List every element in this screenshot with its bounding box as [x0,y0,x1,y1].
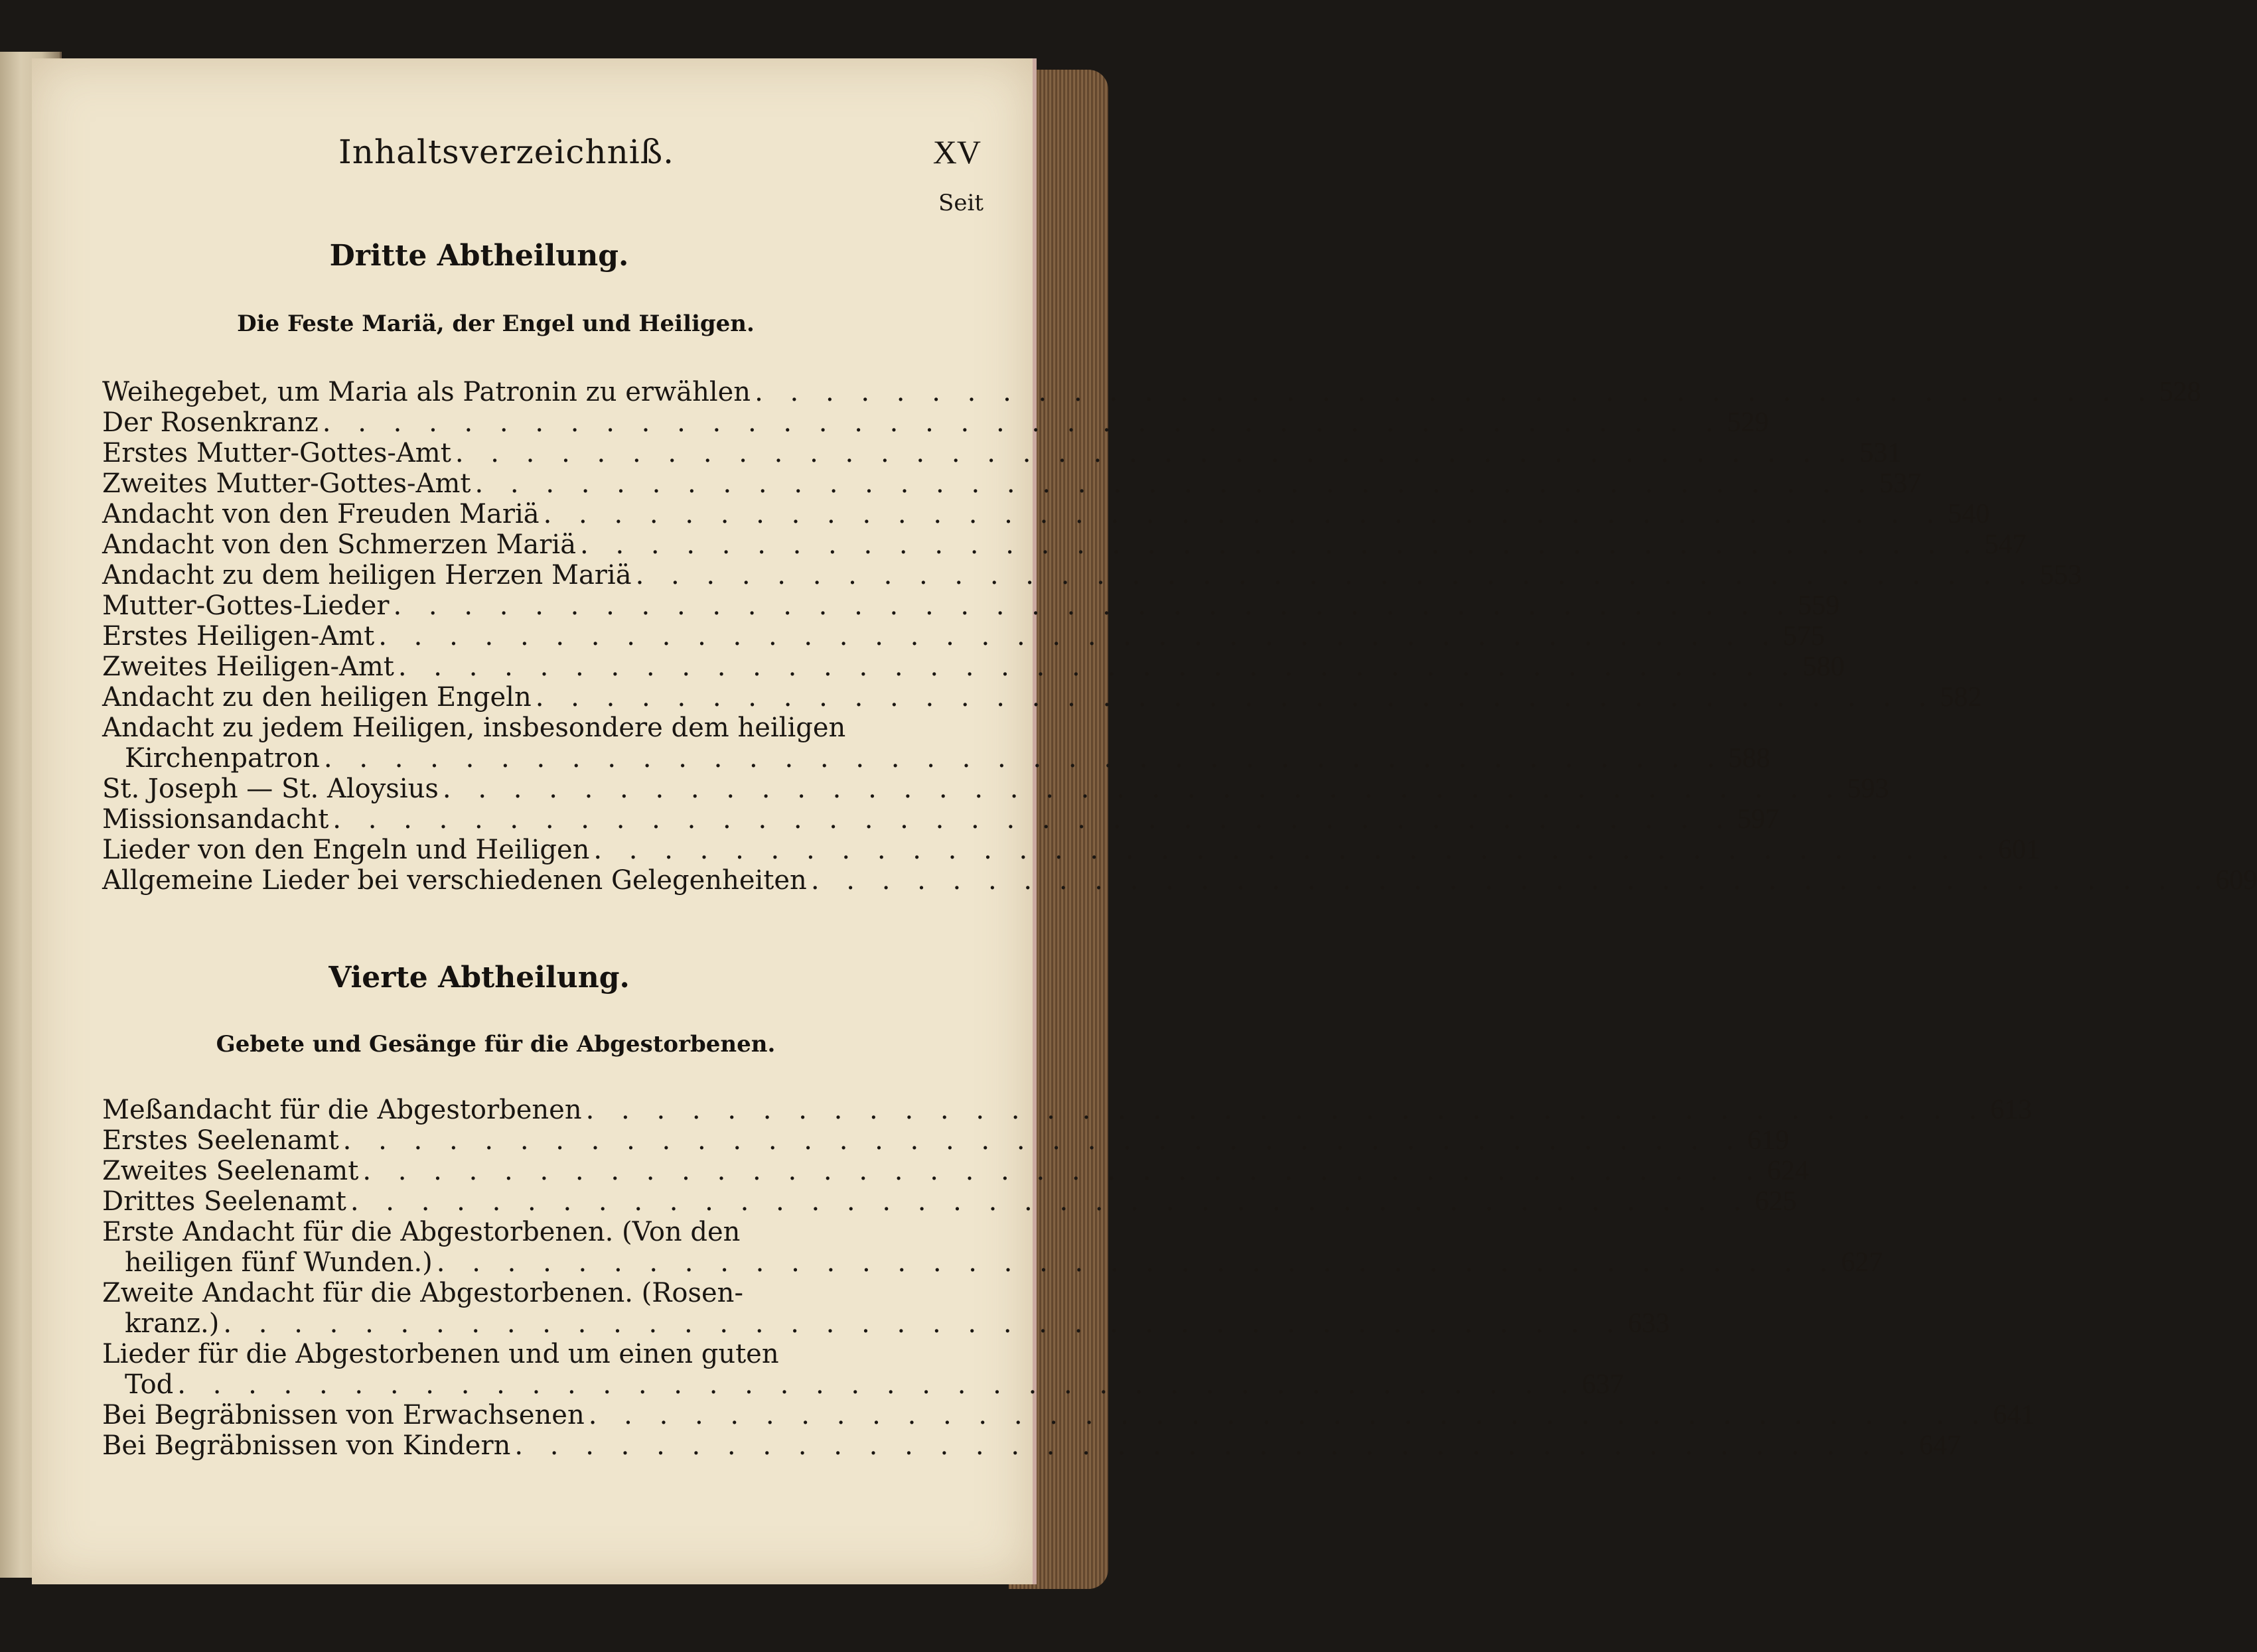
section-subtitle-3: Die Feste Mariä, der Engel und Heiligen. [237,310,755,337]
dot-leader: . . . . . . . . . . . . . . . . . . . . . . . . . . . . . . . . . . . . . . . . [455,438,1856,468]
toc-entry-title: Missionsandacht [102,804,329,835]
toc-entry-title: Erste Andacht für die Abgestorbenen. (Von den [102,1217,741,1247]
toc-entry-title: Der Rosenkranz [102,407,319,438]
toc-entry-title: Mutter-Gottes-Lieder [102,590,390,621]
toc-entry [102,1095,2033,1125]
toc-entry-title: Zweite Andacht für die Abgestorbenen. (Rosen- [102,1278,743,1308]
page-header [32,133,1033,179]
dot-leader: . . . . . . . . . . . . . . . . . . . . . . . . . . . . . . . . . . . . . . . . [393,590,1794,621]
dot-leader: . . . . . . . . . . . . . . . . . . . . . . . . . . . . . . . . . . . . . . . . [436,1247,1838,1278]
toc-entry-page: 540 [1948,499,1990,529]
toc-entry-page: 627 [1841,1247,1883,1278]
toc-list-section-3 [102,377,2257,896]
toc-entry-page: 647 [1919,1430,1961,1461]
toc-entry-title: Andacht von den Freuden Mariä [102,499,540,529]
toc-entry-page: 575 [1783,621,1825,652]
toc-entry-page: 582 [1940,682,1982,713]
toc-entry [102,1430,1961,1461]
toc-entry [102,560,2082,590]
toc-entry-title: Zweites Mutter-Gottes-Amt [102,468,471,499]
toc-entry-page: 633 [1627,1308,1670,1339]
dot-leader: . . . . . . . . . . . . . . . . . . . . . . . . . . . . . . . . . . . . . . . . [543,499,1944,529]
dot-leader: . . . . . . . . . . . . . . . . . . . . . . . . . . . . . . . . . . . . . . . . [362,1156,1763,1186]
toc-entry-page: 529 [1727,407,1769,438]
toc-entry-page: 547 [1984,529,2027,560]
toc-entry-page: 593 [1847,774,1889,804]
toc-entry-page: 553 [2040,560,2082,590]
toc-entry [102,804,1779,835]
toc-entry-page: 624 [1767,1156,1809,1186]
toc-entry [102,682,1982,713]
toc-entry-page: 597 [1737,804,1779,835]
toc-entry-page: 531 [1859,438,1902,468]
dot-leader: . . . . . . . . . . . . . . . . . . . . . . . . . . . . . . . . . . . . . . . . [342,1125,1744,1156]
dot-leader: . . . . . . . . . . . . . . . . . . . . . . . . . . . . . . . . . . . . . . . . [474,468,1875,499]
dot-leader: . . . . . . . . . . . . . . . . . . . . . . . . . . . . . . . . . . . . . . . . [585,1095,1987,1125]
toc-entry [102,499,1990,529]
dot-leader: . . . . . . . . . . . . . . . . . . . . . . . . . . . . . . . . . . . . . . . . [593,835,1994,865]
toc-entry-page: 528 [2159,377,2201,407]
dot-leader: . . . . . . . . . . . . . . . . . . . . . . . . . . . . . . . . . . . . . . . . [535,682,1936,713]
toc-entry [102,865,2257,896]
toc-entry-title-continuation: Kirchenpatron [125,743,320,774]
dot-leader: . . . . . . . . . . . . . . . . . . . . . . . . . . . . . . . . . . . . . . . . [398,652,1799,682]
dot-leader: . . . . . . . . . . . . . . . . . . . . . . . . . . . . . . . . . . . . . . . . [378,621,1779,652]
toc-entry-title: Erstes Seelenamt [102,1125,339,1156]
toc-entry-page: 625 [1755,1186,1797,1217]
toc-entry-title: Andacht von den Schmerzen Mariä [102,529,577,560]
toc-entry [102,1217,1883,1278]
toc-entry-title: Zweites Seelenamt [102,1156,359,1186]
page-column-label: Seit [938,190,983,216]
toc-entry-title: Andacht zu den heiligen Engeln [102,682,532,713]
dot-leader: . . . . . . . . . . . . . . . . . . . . . . . . . . . . . . . . . . . . . . . . [635,560,2037,590]
toc-entry [102,835,2040,865]
toc-entry [102,1400,2035,1430]
section-title-4: Vierte Abtheilung. [328,961,630,995]
toc-entry [102,621,1825,652]
running-title: Inhaltsverzeichniß. [338,133,675,171]
dot-leader: . . . . . . . . . . . . . . . . . . . . . . . . . . . . . . . . . . . . . . . . [755,377,2155,407]
section-subtitle-4: Gebete und Gesänge für die Abgestorbenen. [216,1031,776,1058]
toc-entry [102,774,1889,804]
toc-entry [102,1278,1670,1339]
toc-entry-page: 609 [2215,865,2257,896]
toc-entry-title: Bei Begräbnissen von Kindern [102,1430,511,1461]
toc-entry-title: Lieder für die Abgestorbenen und um einen guten [102,1339,779,1369]
toc-entry [102,407,1769,438]
toc-entry [102,1156,1809,1186]
book-page [32,58,2257,1584]
toc-entry [102,377,2201,407]
toc-entry-title: Bei Begräbnissen von Erwachsenen [102,1400,585,1430]
toc-entry-page: 641 [1993,1400,2035,1430]
toc-entry-page: 559 [1797,590,1840,621]
dot-leader: . . . . . . . . . . . . . . . . . . . . . . . . . . . . . . . . . . . . . . . . [323,743,1725,774]
dot-leader: . . . . . . . . . . . . . . . . . . . . . . . . . . . . . . . . . . . . . . . . [332,804,1733,835]
toc-entry-title: Drittes Seelenamt [102,1186,346,1217]
toc-entry-title: Andacht zu dem heiligen Herzen Mariä [102,560,632,590]
dot-leader: . . . . . . . . . . . . . . . . . . . . . . . . . . . . . . . . . . . . . . . . [514,1430,1915,1461]
toc-entry-page: 601 [1998,835,2040,865]
toc-entry [102,590,1840,621]
toc-entry [102,1186,1797,1217]
toc-entry-title-continuation: Tod [125,1369,174,1400]
toc-entry [102,1339,1624,1400]
dot-leader: . . . . . . . . . . . . . . . . . . . . . . . . . . . . . . . . . . . . . . . . [442,774,1844,804]
toc-entry-page: 537 [1879,468,1921,499]
toc-entry-title: Lieder von den Engeln und Heiligen [102,835,590,865]
toc-entry [102,438,1902,468]
dot-leader: . . . . . . . . . . . . . . . . . . . . . . . . . . . . . . . . . . . . . . . . [580,529,1981,560]
toc-entry-title-continuation: heiligen fünf Wunden.) [125,1247,433,1278]
toc-entry-title: Meßandacht für die Abgestorbenen [102,1095,582,1125]
toc-entry [102,652,1845,682]
toc-entry-title: Andacht zu jedem Heiligen, insbesondere dem heiligen [102,713,846,743]
toc-entry [102,529,2027,560]
toc-entry-title: Erstes Mutter-Gottes-Amt [102,438,451,468]
page-number: XV [932,133,981,171]
toc-entry-page: 588 [1728,743,1771,774]
toc-entry-page: 637 [1581,1369,1624,1400]
toc-entry-title: Allgemeine Lieder bei verschiedenen Gelegenheiten [102,865,807,896]
toc-entry [102,468,1921,499]
toc-entry-title-continuation: kranz.) [125,1308,220,1339]
dot-leader: . . . . . . . . . . . . . . . . . . . . . . . . . . . . . . . . . . . . . . . . [322,407,1723,438]
dot-leader: . . . . . . . . . . . . . . . . . . . . . . . . . . . . . . . . . . . . . . . . [350,1186,1751,1217]
section-title-3: Dritte Abtheilung. [329,239,629,273]
toc-list-section-4 [102,1095,2035,1461]
toc-entry-title: St. Joseph — St. Aloysius [102,774,439,804]
dot-leader: . . . . . . . . . . . . . . . . . . . . . . . . . . . . . . . . . . . . . . . . [588,1400,1990,1430]
toc-entry-title: Erstes Heiligen-Amt [102,621,375,652]
toc-entry-page: 613 [1990,1095,2033,1125]
toc-entry [102,1125,1790,1156]
dot-leader: . . . . . . . . . . . . . . . . . . . . . . . . . . . . . . . . . . . . . . . . [177,1369,1578,1400]
toc-entry-title: Zweites Heiligen-Amt [102,652,394,682]
toc-entry-page: 580 [1802,652,1845,682]
toc-entry [102,713,1771,774]
toc-entry-page: 619 [1747,1125,1790,1156]
dot-leader: . . . . . . . . . . . . . . . . . . . . . . . . . . . . . . . . . . . . . . . . [223,1308,1624,1339]
dot-leader: . . . . . . . . . . . . . . . . . . . . . . . . . . . . . . . . . . . . . . . . [810,865,2212,896]
toc-entry-title: Weihegebet, um Maria als Patronin zu erwählen [102,377,751,407]
